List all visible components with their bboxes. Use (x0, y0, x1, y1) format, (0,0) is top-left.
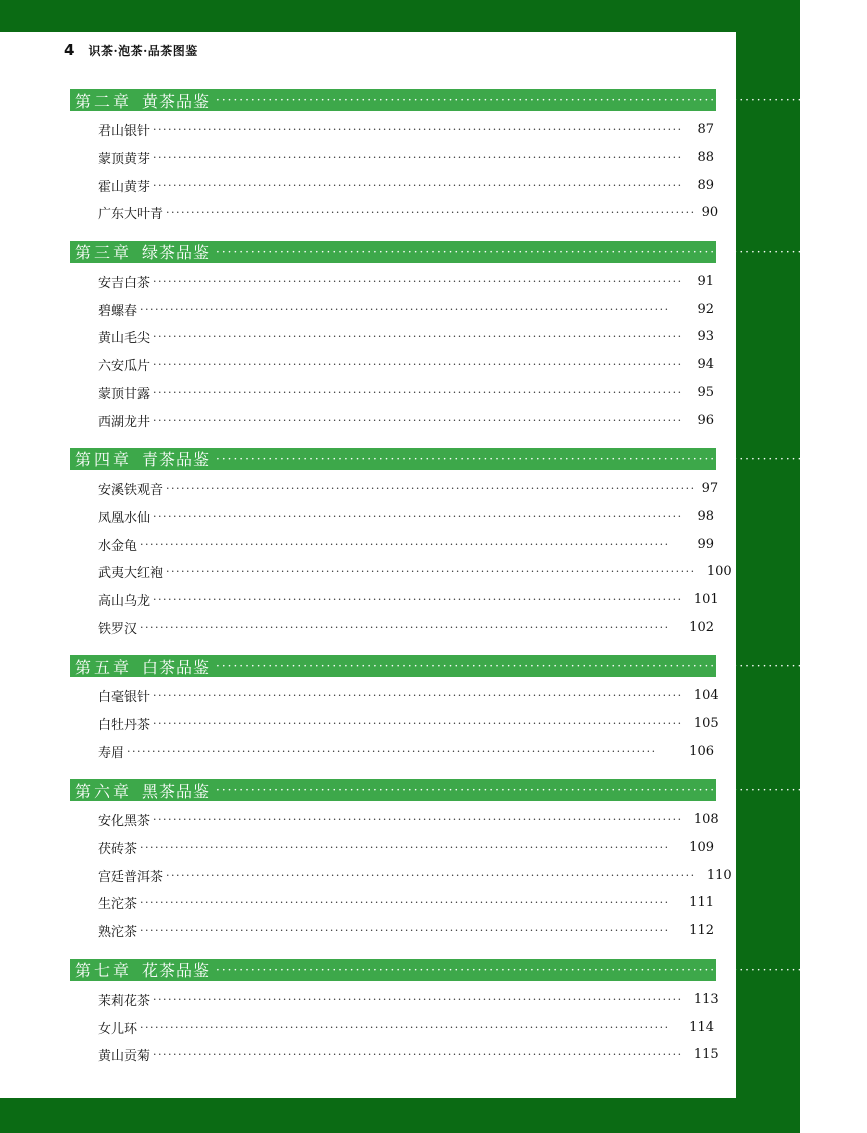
dot-leader: ·········································································································· (153, 717, 683, 731)
dot-leader: ·········································································································· (153, 1048, 683, 1062)
entry-page-number: 92 (697, 301, 714, 317)
toc-entry[interactable] (70, 406, 716, 434)
entry-page-number: 105 (693, 716, 719, 732)
dot-leader: ·········································································································· (216, 659, 833, 673)
entry-page-number: 110 (706, 867, 732, 883)
toc-entry[interactable] (70, 682, 719, 710)
toc-entry[interactable] (70, 379, 716, 407)
table-of-contents (70, 89, 867, 1083)
toc-entry[interactable] (70, 268, 716, 296)
entry-title: 蒙顶甘露 (98, 386, 151, 402)
chapter-section (70, 241, 858, 434)
dot-leader: ·········································································································· (166, 482, 696, 496)
entry-page-number: 104 (693, 688, 719, 704)
entry-page-number: 113 (693, 991, 719, 1007)
entry-page-number: 94 (697, 357, 714, 373)
entry-title: 生沱茶 (98, 897, 138, 913)
dot-leader: ·········································································································· (166, 565, 696, 579)
dot-leader: ·········································································································· (153, 358, 683, 372)
chapter-page-number: 91 (838, 242, 858, 261)
entry-title: 女儿环 (98, 1021, 138, 1037)
dot-leader: ·········································································································· (153, 413, 683, 427)
page-header (64, 40, 198, 60)
toc-entry[interactable] (70, 199, 719, 227)
chapter-title: 白茶品鉴 (142, 657, 211, 677)
entry-page-number: 87 (697, 122, 714, 138)
entry-page-number: 91 (697, 274, 714, 290)
toc-entry[interactable] (70, 834, 716, 862)
toc-entry[interactable] (70, 558, 732, 586)
chapter-number: 第七章 (75, 961, 133, 980)
dot-leader: ·········································································································· (153, 509, 683, 523)
entry-page-number: 98 (697, 508, 714, 524)
dot-leader: ·········································································································· (153, 275, 683, 289)
chapter-page-number: 97 (838, 449, 858, 468)
dot-leader: ·········································································································· (140, 537, 670, 551)
entry-page-number: 102 (689, 619, 714, 635)
entry-page-number: 88 (697, 150, 714, 166)
toc-entry[interactable] (70, 737, 716, 765)
dot-leader: ·········································································································· (216, 451, 833, 466)
chapter-title: 青茶品鉴 (142, 450, 211, 470)
chapter-number: 第四章 (75, 450, 133, 470)
dot-leader: ·········································································································· (140, 924, 670, 938)
entry-list (70, 470, 732, 641)
entry-title: 高山乌龙 (98, 593, 151, 609)
dot-leader: ·········································································································· (153, 592, 683, 606)
toc-entry[interactable] (70, 351, 716, 379)
toc-entry[interactable] (70, 861, 732, 889)
toc-entry[interactable] (70, 475, 719, 503)
entry-title: 蒙顶黄芽 (98, 152, 151, 168)
toc-entry[interactable] (70, 1041, 719, 1069)
entry-title: 安吉白茶 (98, 276, 151, 292)
entry-page-number: 106 (689, 743, 714, 759)
dot-leader: ·········································································································· (216, 962, 833, 977)
chapter-page-number: 87 (838, 91, 858, 109)
entry-list (70, 801, 732, 944)
chapter-number: 第三章 (75, 243, 133, 263)
dot-leader: ·········································································································· (127, 744, 657, 758)
toc-entry[interactable] (70, 503, 716, 531)
book-title: 识茶·泡茶·品茶图鉴 (88, 43, 198, 58)
entry-list (70, 677, 719, 765)
entry-title: 白牡丹茶 (98, 718, 151, 734)
chapter-title: 黑茶品鉴 (142, 781, 211, 801)
entry-page-number: 97 (701, 481, 719, 497)
chapter-heading[interactable] (70, 779, 867, 801)
toc-entry[interactable] (70, 295, 716, 323)
entry-title: 碧螺春 (98, 303, 138, 319)
chapter-title: 黄茶品鉴 (142, 91, 211, 111)
top-border-band (0, 0, 800, 32)
entry-page-number: 90 (701, 205, 719, 221)
entry-page-number: 89 (697, 177, 714, 193)
chapter-number: 第六章 (75, 781, 133, 801)
entry-page-number: 114 (689, 1019, 714, 1035)
chapter-number: 第五章 (75, 657, 133, 677)
dot-leader: ·········································································································· (153, 330, 683, 344)
entry-page-number: 93 (697, 329, 714, 345)
chapter-heading[interactable] (70, 241, 858, 263)
chapter-section (70, 959, 867, 1069)
entry-title: 水金龟 (98, 538, 138, 554)
entry-title: 凤凰水仙 (98, 510, 151, 526)
dot-leader: ·········································································································· (140, 896, 670, 910)
entry-title: 寿眉 (98, 745, 125, 761)
chapter-title: 花茶品鉴 (142, 961, 211, 980)
dot-leader: ·········································································································· (153, 123, 683, 137)
entry-title: 广东大叶青 (98, 207, 164, 223)
toc-entry[interactable] (70, 116, 716, 144)
entry-page-number: 109 (689, 840, 714, 856)
dot-leader: ·········································································································· (140, 841, 670, 855)
entry-title: 黄山毛尖 (98, 331, 151, 347)
entry-page-number: 95 (697, 384, 714, 400)
entry-title: 铁罗汉 (98, 621, 138, 637)
dot-leader: ·········································································································· (216, 783, 833, 798)
entry-title: 君山银针 (98, 124, 151, 140)
toc-entry[interactable] (70, 917, 716, 945)
toc-entry[interactable] (70, 806, 719, 834)
chapter-section (70, 655, 867, 765)
dot-leader: ·········································································································· (140, 302, 670, 316)
dot-leader: ·········································································································· (140, 620, 670, 634)
toc-entry[interactable] (70, 613, 716, 641)
chapter-page-number: 113 (838, 960, 867, 979)
toc-entry[interactable] (70, 144, 716, 172)
entry-page-number: 108 (693, 812, 719, 828)
entry-title: 西湖龙井 (98, 414, 151, 430)
entry-page-number: 115 (693, 1047, 719, 1063)
dot-leader: ·········································································································· (166, 868, 696, 882)
entry-title: 熟沱茶 (98, 925, 138, 941)
entry-page-number: 112 (689, 923, 714, 939)
entry-title: 宫廷普洱茶 (98, 869, 164, 885)
toc-entry[interactable] (70, 323, 716, 351)
toc-entry[interactable] (70, 1013, 716, 1041)
entry-title: 茯砖茶 (98, 842, 138, 858)
chapter-heading[interactable] (70, 448, 858, 470)
entry-title: 安溪铁观音 (98, 483, 164, 499)
entry-page-number: 100 (706, 564, 732, 580)
toc-entry[interactable] (70, 530, 716, 558)
toc-entry[interactable] (70, 586, 719, 614)
dot-leader: ·········································································································· (153, 151, 683, 165)
entry-title: 茉莉花茶 (98, 993, 151, 1009)
dot-leader: ·········································································································· (153, 813, 683, 827)
toc-entry[interactable] (70, 710, 719, 738)
chapter-section (70, 89, 858, 227)
chapter-page-number: 104 (838, 657, 867, 675)
entry-list (70, 981, 719, 1069)
dot-leader: ·········································································································· (216, 93, 833, 107)
chapter-heading[interactable] (70, 959, 867, 981)
entry-title: 白毫银针 (98, 690, 151, 706)
toc-entry[interactable] (70, 889, 716, 917)
chapter-heading[interactable] (70, 655, 867, 677)
chapter-section (70, 779, 867, 944)
dot-leader: ·········································································································· (153, 992, 683, 1006)
chapter-page-number: 108 (838, 781, 867, 800)
dot-leader: ·········································································································· (153, 385, 683, 399)
entry-list (70, 263, 716, 434)
entry-list (70, 111, 719, 227)
toc-entry[interactable] (70, 171, 716, 199)
entry-page-number: 111 (689, 895, 714, 911)
dot-leader: ·········································································································· (216, 244, 833, 259)
dot-leader: ·········································································································· (140, 1020, 670, 1034)
chapter-number: 第二章 (75, 91, 133, 111)
toc-entry[interactable] (70, 986, 719, 1014)
bottom-border-band (0, 1098, 800, 1133)
dot-leader: ·········································································································· (153, 178, 683, 192)
chapter-title: 绿茶品鉴 (142, 243, 211, 263)
chapter-section (70, 448, 858, 641)
entry-title: 黄山贡菊 (98, 1049, 151, 1065)
entry-page-number: 96 (697, 412, 714, 428)
entry-page-number: 99 (697, 536, 714, 552)
entry-title: 武夷大红袍 (98, 566, 164, 582)
entry-title: 霍山黄芽 (98, 179, 151, 195)
chapter-heading[interactable] (70, 89, 858, 111)
dot-leader: ·········································································································· (166, 206, 696, 220)
entry-page-number: 101 (693, 591, 719, 607)
entry-title: 六安瓜片 (98, 359, 151, 375)
dot-leader: ·········································································································· (153, 689, 683, 703)
entry-title: 安化黑茶 (98, 814, 151, 830)
page-number: 4 (64, 41, 75, 59)
